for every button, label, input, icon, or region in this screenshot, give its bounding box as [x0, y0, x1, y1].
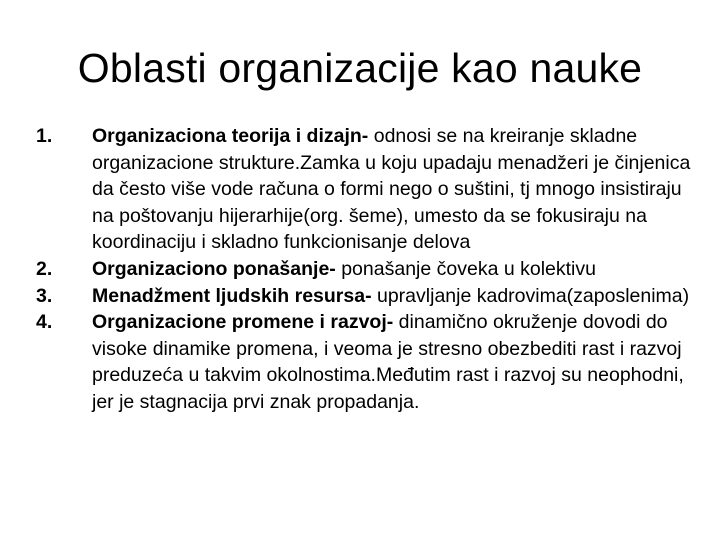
slide-title: Oblasti organizacije kao nauke: [77, 45, 643, 91]
list-item-body: odnosi se na kreiranje skladne organizacione strukture.Zamka u koju upadaju menadžeri je činjenica da često više vode računa o formi nego o suštini, tj mnogo insistiraju na poštovanju hijerarhije(org. šeme), umesto da se fokusiraju na koordinaciju i skladno funkcionisanje delova: [92, 125, 691, 254]
list-item-number: 4.: [36, 311, 53, 334]
list-item-2: [36, 256, 696, 283]
list-item-number: 3.: [36, 284, 53, 307]
list-item-4: [36, 309, 696, 415]
list-item-body: ponašanje čoveka u kolektivu: [335, 257, 596, 280]
list-item-heading: Organizaciona teorija i dizajn-: [92, 125, 369, 147]
list-item-number: 2.: [36, 257, 53, 280]
list-item-body: dinamično okruženje dovodi do visoke dinamike promena, i veoma je stresno obezbediti rast i razvoj preduzeća u takvim okolnostima.Međutim rast i razvoj su neophodni, jer je stagnacija prvi znak propadanja.: [92, 311, 684, 413]
list-item-heading: Menadžment ljudskih resursa-: [92, 284, 372, 307]
list-item-heading: Organizacione promene i razvoj-: [92, 311, 394, 334]
list-item-text: [92, 309, 696, 415]
list-item-number: 1.: [36, 125, 53, 147]
list-item-heading: Organizaciono ponašanje-: [92, 257, 336, 280]
list-item-text: [92, 283, 696, 310]
list-item-body: upravljanje kadrovima(zaposlenima): [371, 284, 690, 307]
numbered-list: [36, 123, 696, 416]
list-item-text: [92, 123, 696, 256]
list-item-text: [92, 256, 696, 283]
list-item-1: [36, 123, 696, 256]
list-item-3: [36, 283, 696, 310]
